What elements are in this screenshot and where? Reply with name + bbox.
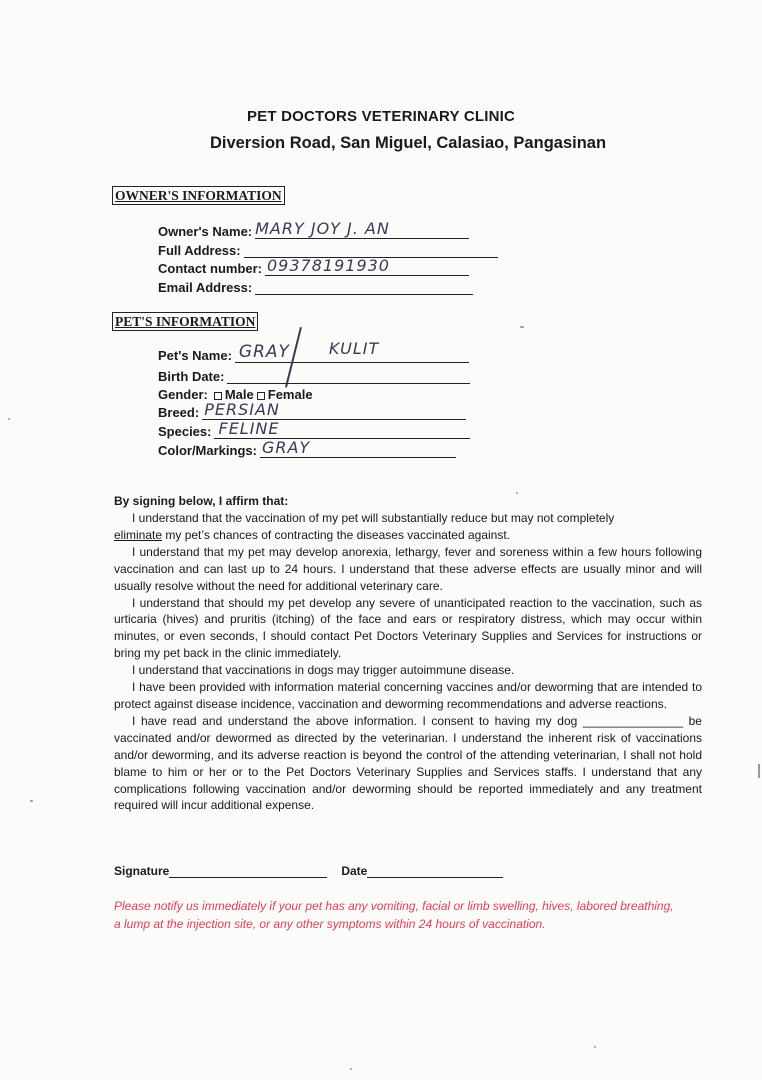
pet-name-value-2: KULIT [328, 339, 380, 358]
contact-number-value: 09378191930 [267, 256, 390, 275]
breed-line[interactable] [202, 400, 466, 420]
affirmation-paragraph-5: I have been provided with information material concerning vaccines and/or deworming that are intended to protect against disease incidence, vaccination and deworming recommendations and adverse reactions. [114, 680, 702, 711]
female-label: Female [267, 387, 313, 402]
post-vaccination-notice: Please notify us immediately if your pet has any vomiting, facial or limb swelling, hives, labored breathing, a lump at the injection site, or any other symptoms within 24 hours of vaccination. [114, 899, 674, 931]
date-line[interactable] [367, 865, 503, 878]
scan-speck [520, 326, 524, 328]
email-address-field[interactable] [158, 280, 473, 295]
contact-number-field[interactable] [158, 256, 469, 276]
affirmation-heading: By signing below, I affirm that: [114, 494, 289, 508]
affirmation-paragraph-4: I understand that vaccinations in dogs may trigger autoimmune disease. [132, 663, 515, 678]
breed-field[interactable] [158, 400, 466, 420]
scan-speck [758, 764, 760, 778]
pet-name-field[interactable] [158, 339, 469, 363]
birth-date-line[interactable] [227, 369, 470, 384]
male-checkbox[interactable] [214, 392, 222, 400]
signature-line[interactable] [169, 865, 327, 878]
color-markings-value: GRAY [261, 438, 311, 457]
affirmation-paragraph-3: I understand that should my pet develop any severe of unanticipated reaction to the vaccination, such as urticaria (hives) and pruritis (itching) of the face and ears or respiratory distress, which may occur within minutes, or even seconds, I should contact Pet Doctors Veterinary Supplies and Services for instructions or bring my pet back in the clinic immediately. [114, 595, 702, 661]
birth-date-label: Birth Date: [158, 369, 225, 384]
pet-section-heading: PET'S INFORMATION [112, 312, 258, 331]
signature-label: Signature [114, 864, 170, 878]
signature-row [114, 864, 503, 878]
full-address-label: Full Address: [158, 243, 241, 258]
species-value: FELINE [218, 419, 280, 438]
owner-name-label: Owner's Name: [158, 224, 253, 239]
scan-speck [350, 1068, 352, 1070]
clinic-name: PET DOCTORS VETERINARY CLINIC [246, 108, 516, 125]
species-field[interactable] [158, 419, 470, 439]
color-markings-label: Color/Markings: [158, 443, 257, 458]
species-label: Species: [158, 424, 212, 439]
owner-section-heading: OWNER'S INFORMATION [112, 186, 285, 205]
species-line[interactable] [214, 419, 470, 439]
date-label: Date [341, 864, 368, 878]
dog-name-blank[interactable]: _______________ [582, 713, 684, 728]
gender-label: Gender: [158, 387, 208, 402]
affirmation-paragraph-6: I have read and understand the above information. I consent to having my dog _______________ be vaccinated and/or dewormed as directed by the veterinarian. I understand the inherent risk of vaccinations and/or deworming, and its adverse reaction is beyond the control of the attending veterinarian, I shall not hold blame to him or her or to the Pet Doctors Veterinary Supplies and Services staffs. I understand that any complications following vaccination and/or deworming should be reported immediately and any treatment required will incur additional expense. [114, 713, 702, 813]
email-address-line[interactable] [255, 280, 473, 295]
scan-speck [8, 418, 10, 420]
eliminate-word: eliminate [114, 527, 163, 542]
clinic-address: Diversion Road, San Miguel, Calasiao, Pangasinan [209, 134, 607, 152]
scan-speck [516, 492, 518, 494]
owner-name-field[interactable] [158, 219, 469, 239]
birth-date-field[interactable] [158, 369, 470, 384]
owner-name-value: MARY JOY J. AN [255, 219, 390, 238]
pet-name-line[interactable] [235, 339, 469, 363]
breed-value: PERSIAN [204, 400, 280, 419]
female-checkbox[interactable] [257, 392, 265, 400]
pet-name-label: Pet's Name: [158, 348, 232, 363]
breed-label: Breed: [158, 405, 200, 420]
pet-name-value: GRAY [238, 342, 290, 362]
contact-number-line[interactable] [265, 256, 469, 276]
scan-speck [30, 800, 33, 802]
scan-speck [594, 1046, 596, 1048]
email-address-label: Email Address: [158, 280, 253, 295]
color-markings-line[interactable] [260, 438, 456, 458]
owner-name-line[interactable] [255, 219, 469, 239]
affirmation-body [114, 510, 702, 814]
male-label: Male [224, 387, 254, 402]
affirmation-paragraph-2: I understand that my pet may develop anorexia, lethargy, fever and soreness within a few hours following vaccination and can last up to 24 hours. I understand that these adverse effects are usually minor and will usually resolve without the need for additional veterinary care. [114, 544, 702, 593]
affirmation-paragraph-1: I understand that the vaccination of my pet will substantially reduce but may not completely eliminate my pet’s chances of contracting the diseases vaccinated against. [114, 510, 702, 544]
contact-number-label: Contact number: [158, 261, 262, 276]
color-markings-field[interactable] [158, 438, 456, 458]
